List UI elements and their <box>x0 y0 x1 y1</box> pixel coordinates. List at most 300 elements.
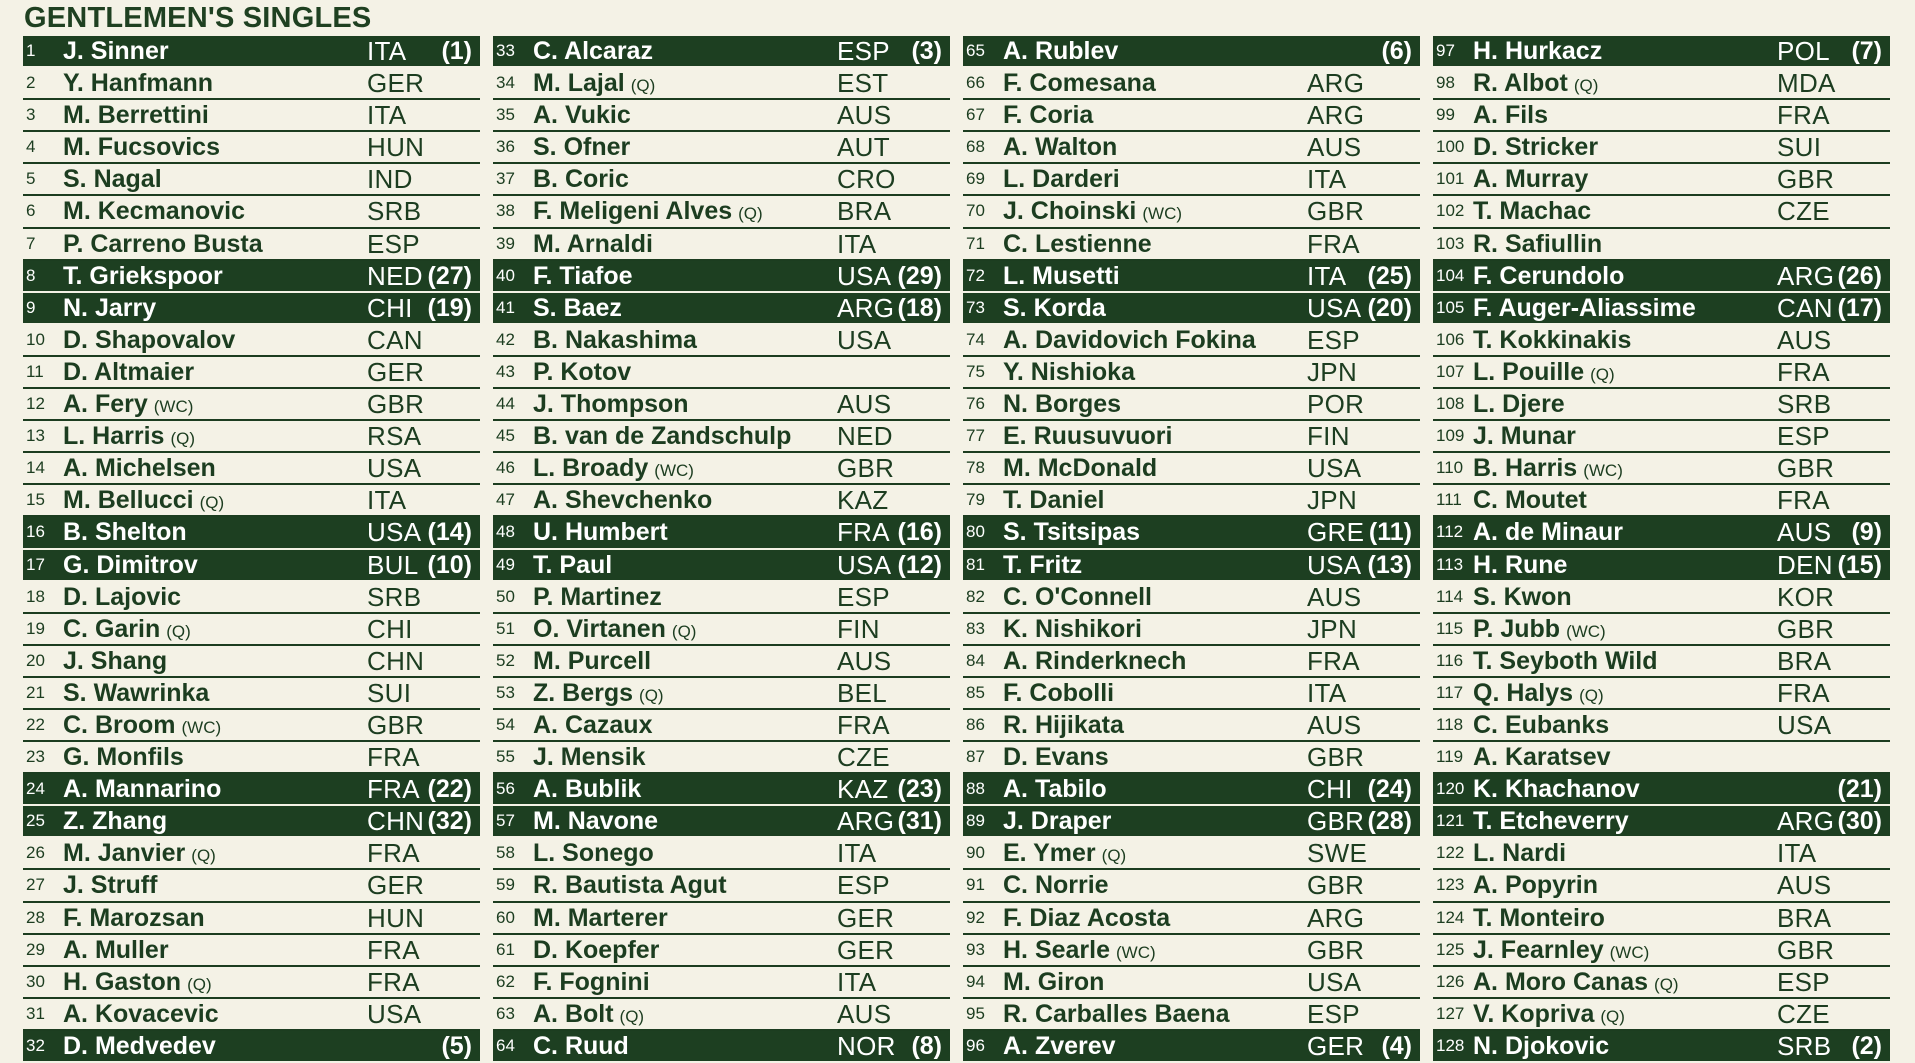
player-row <box>493 903 950 935</box>
player-row <box>1433 742 1890 774</box>
player-country: MDA <box>1777 68 1836 99</box>
player-seed: (29) <box>897 261 942 290</box>
seeded-player-row <box>23 261 480 293</box>
draw-position: 96 <box>966 1035 985 1055</box>
player-cell <box>533 453 694 486</box>
seeded-player-row <box>963 293 1420 325</box>
player-row <box>23 903 480 935</box>
player-cell <box>63 229 263 259</box>
player-country: AUS <box>1307 581 1362 612</box>
player-cell <box>1473 132 1598 162</box>
draw-position: 78 <box>966 458 985 478</box>
player-name: F. Fognini <box>533 967 650 996</box>
player-country: ESP <box>1777 966 1830 997</box>
seeded-player-row <box>493 806 950 838</box>
draw-position: 91 <box>966 875 985 895</box>
player-row <box>493 132 950 164</box>
player-country: AUS <box>1777 870 1832 901</box>
player-country: USA <box>1307 549 1362 580</box>
seeded-player-row <box>1433 806 1890 838</box>
player-cell <box>1003 261 1120 291</box>
player-cell <box>63 774 221 804</box>
player-name: B. Coric <box>533 165 629 194</box>
player-name: C. Garin <box>63 614 161 643</box>
player-country: SRB <box>367 196 422 227</box>
player-country: BRA <box>1777 645 1832 676</box>
player-name: R. Bautista Agut <box>533 871 727 900</box>
draw-position: 25 <box>26 811 45 831</box>
player-country: FRA <box>367 934 420 965</box>
player-name: K. Khachanov <box>1473 775 1640 804</box>
player-country: AUS <box>837 100 892 131</box>
draw-position: 21 <box>26 682 45 702</box>
player-name: Z. Zhang <box>63 807 168 836</box>
player-row <box>493 453 950 485</box>
player-cell <box>1473 903 1605 933</box>
player-country: ITA <box>367 485 407 516</box>
player-country: ESP <box>837 581 890 612</box>
player-seed: (15) <box>1837 550 1882 579</box>
draw-position: 7 <box>26 233 36 253</box>
entry-status: (Q) <box>1101 846 1127 866</box>
player-country: CHI <box>1307 774 1353 805</box>
draw-position: 100 <box>1436 137 1465 157</box>
entry-status: (WC) <box>1583 461 1623 481</box>
entry-status: (Q) <box>170 429 195 449</box>
player-country: ITA <box>1307 164 1347 195</box>
draw-position: 127 <box>1436 1003 1465 1023</box>
draw-position: 88 <box>966 779 985 799</box>
player-name: A. Murray <box>1473 165 1589 194</box>
player-cell <box>533 1031 629 1061</box>
draw-position: 23 <box>26 747 45 767</box>
player-country: SUI <box>1777 132 1822 163</box>
player-country: ARG <box>1307 100 1365 131</box>
draw-position: 104 <box>1436 265 1465 285</box>
player-country: FIN <box>837 613 880 644</box>
draw-position: 11 <box>26 361 44 381</box>
player-country: BRA <box>1777 902 1832 933</box>
player-country: FRA <box>367 838 420 869</box>
entry-status: (Q) <box>166 621 191 641</box>
player-name: C. Lestienne <box>1003 229 1152 258</box>
player-cell <box>1003 614 1142 644</box>
player-cell <box>1473 36 1602 66</box>
player-country: AUS <box>837 389 892 420</box>
player-country: BRA <box>837 196 892 227</box>
player-row <box>1433 485 1890 517</box>
player-cell <box>1003 421 1172 451</box>
draw-position: 87 <box>966 747 985 767</box>
entry-status: (Q) <box>1590 364 1615 384</box>
draw-position: 111 <box>1436 490 1462 510</box>
player-country: AUS <box>837 998 892 1029</box>
player-cell <box>533 935 659 965</box>
player-name: A. Fils <box>1473 101 1549 130</box>
player-name: L. Djere <box>1473 390 1565 419</box>
player-country: FRA <box>367 966 420 997</box>
seeded-player-row <box>963 550 1420 582</box>
player-country: ITA <box>837 838 877 869</box>
player-country: BUL <box>367 549 419 580</box>
player-cell <box>63 68 213 98</box>
player-row <box>23 838 480 870</box>
player-row <box>23 742 480 774</box>
draw-position: 99 <box>1436 105 1455 125</box>
player-cell <box>1473 710 1609 740</box>
player-row <box>963 164 1420 196</box>
player-cell <box>1003 517 1140 547</box>
player-row <box>963 935 1420 967</box>
player-country: USA <box>837 260 892 291</box>
player-row <box>1433 838 1890 870</box>
player-name: S. Wawrinka <box>63 678 210 707</box>
player-row <box>493 999 950 1031</box>
player-name: L. Darderi <box>1003 165 1120 194</box>
player-seed: (23) <box>897 775 942 804</box>
player-row <box>493 742 950 774</box>
player-row <box>963 68 1420 100</box>
player-cell <box>1003 164 1120 194</box>
player-name: B. Shelton <box>63 518 187 547</box>
player-row <box>1433 614 1890 646</box>
player-row <box>493 325 950 357</box>
player-country: GBR <box>1307 934 1365 965</box>
seeded-player-row <box>23 36 480 68</box>
player-cell <box>1473 421 1576 451</box>
player-name: P. Martinez <box>533 582 662 611</box>
player-country: USA <box>1307 966 1362 997</box>
player-seed: (5) <box>441 1031 472 1060</box>
player-row <box>963 646 1420 678</box>
player-name: A. Michelsen <box>63 454 216 483</box>
player-cell <box>1003 293 1106 323</box>
player-country: CHI <box>367 292 413 323</box>
draw-position: 112 <box>1436 522 1464 542</box>
player-name: C. Moutet <box>1473 486 1587 515</box>
player-cell <box>1003 967 1104 997</box>
player-row <box>963 389 1420 421</box>
draw-position: 15 <box>26 490 45 510</box>
player-row <box>23 646 480 678</box>
player-country: ESP <box>837 36 890 66</box>
player-country: AUS <box>1307 709 1362 740</box>
player-cell <box>1003 935 1156 968</box>
draw-position: 84 <box>966 650 985 670</box>
player-row <box>963 132 1420 164</box>
entry-status: (Q) <box>1579 685 1604 705</box>
draw-position: 3 <box>26 105 36 125</box>
player-cell <box>63 485 224 518</box>
player-row <box>23 164 480 196</box>
player-name: L. Harris <box>63 422 165 451</box>
draw-position: 123 <box>1436 875 1465 895</box>
player-country: KAZ <box>837 485 889 516</box>
draw-position: 8 <box>26 265 36 285</box>
player-country: SRB <box>1777 1030 1832 1061</box>
draw-position: 117 <box>1436 682 1464 702</box>
seeded-player-row <box>963 261 1420 293</box>
player-row <box>23 485 480 517</box>
player-name: A. Muller <box>63 935 169 964</box>
player-country: GER <box>367 68 425 99</box>
player-name: S. Tsitsipas <box>1003 518 1141 547</box>
draw-position: 6 <box>26 201 36 221</box>
player-name: F. Auger-Aliassime <box>1473 293 1696 322</box>
player-cell <box>1003 774 1107 804</box>
draw-position: 103 <box>1436 233 1465 253</box>
player-name: E. Ruusuvuori <box>1003 422 1173 451</box>
player-cell <box>1473 935 1649 968</box>
player-name: T. Kokkinakis <box>1473 325 1632 354</box>
player-row <box>23 132 480 164</box>
player-name: N. Djokovic <box>1473 1031 1610 1060</box>
player-row <box>1433 453 1890 485</box>
player-row <box>963 357 1420 389</box>
player-name: J. Shang <box>63 646 168 675</box>
player-seed: (19) <box>427 293 472 322</box>
player-name: V. Kopriva <box>1473 999 1595 1028</box>
player-seed: (8) <box>911 1031 942 1060</box>
player-cell <box>63 614 191 647</box>
player-row <box>23 870 480 902</box>
player-country: RSA <box>367 421 422 452</box>
player-name: J. Draper <box>1003 807 1112 836</box>
player-country: SUI <box>367 677 412 708</box>
player-name: C. O'Connell <box>1003 582 1152 611</box>
player-row <box>963 838 1420 870</box>
seeded-player-row <box>1433 293 1890 325</box>
player-name: J. Choinski <box>1003 197 1137 226</box>
draw-position: 61 <box>496 939 515 959</box>
draw-position: 64 <box>496 1035 515 1055</box>
player-name: D. Stricker <box>1473 133 1599 162</box>
seeded-player-row <box>493 36 950 68</box>
draw-position: 1 <box>26 41 36 60</box>
draw-column-3 <box>963 36 1420 1063</box>
player-name: C. Ruud <box>533 1031 629 1060</box>
player-name: N. Borges <box>1003 390 1122 419</box>
player-cell <box>63 582 181 612</box>
draw-position: 125 <box>1436 939 1465 959</box>
player-cell <box>533 550 612 580</box>
player-row <box>1433 164 1890 196</box>
player-country: SRB <box>1777 389 1832 420</box>
player-country: AUS <box>1777 517 1832 548</box>
player-country: GER <box>837 902 895 933</box>
player-cell <box>533 646 651 676</box>
player-country: ITA <box>1307 260 1347 291</box>
player-row <box>23 582 480 614</box>
player-country: HUN <box>367 132 425 163</box>
player-row <box>23 100 480 132</box>
player-name: S. Ofner <box>533 133 631 162</box>
player-name: H. Gaston <box>63 967 182 996</box>
player-seed: (26) <box>1837 261 1882 290</box>
player-row <box>493 582 950 614</box>
player-name: L. Sonego <box>533 839 654 868</box>
player-seed: (9) <box>1851 518 1882 547</box>
player-row <box>1433 421 1890 453</box>
draw-position: 58 <box>496 843 515 863</box>
player-cell <box>533 999 644 1032</box>
draw-position: 70 <box>966 201 985 221</box>
seeded-player-row <box>23 1031 480 1063</box>
player-country: GBR <box>1307 806 1365 837</box>
player-country: SRB <box>367 581 422 612</box>
player-row <box>23 421 480 453</box>
player-country: FRA <box>1777 485 1830 516</box>
player-country: ARG <box>837 806 895 837</box>
player-row <box>23 357 480 389</box>
seeded-player-row <box>493 517 950 549</box>
entry-status: (Q) <box>1654 974 1679 994</box>
player-row <box>963 614 1420 646</box>
player-country: FRA <box>367 774 420 805</box>
draw-position: 34 <box>496 73 515 93</box>
player-cell <box>533 485 712 515</box>
player-row <box>23 614 480 646</box>
draw-position: 102 <box>1436 201 1465 221</box>
draw-position: 49 <box>496 554 515 574</box>
player-country: CHN <box>367 645 425 676</box>
draw-position: 44 <box>496 394 515 414</box>
player-row <box>493 935 950 967</box>
player-name: D. Shapovalov <box>63 325 236 354</box>
entry-status: (WC) <box>153 397 194 417</box>
draw-position: 67 <box>966 105 985 125</box>
player-name: D. Lajovic <box>63 582 182 611</box>
player-name: A. Karatsev <box>1473 743 1611 772</box>
player-name: F. Marozsan <box>63 903 205 932</box>
draw-position: 41 <box>496 297 515 317</box>
player-country: JPN <box>1307 485 1358 516</box>
player-cell <box>1473 325 1631 355</box>
player-country: JPN <box>1307 613 1358 644</box>
draw-position: 39 <box>496 233 515 253</box>
player-country: FRA <box>837 709 890 740</box>
player-country: CAN <box>367 324 423 355</box>
player-name: S. Korda <box>1003 293 1106 322</box>
player-cell <box>63 325 235 355</box>
entry-status: (Q) <box>639 685 664 705</box>
entry-status: (WC) <box>654 461 694 481</box>
entry-status: (Q) <box>671 621 697 641</box>
player-row <box>493 100 950 132</box>
draw-position: 71 <box>966 233 985 253</box>
draw-position: 22 <box>26 714 45 734</box>
player-name: J. Munar <box>1473 422 1576 451</box>
player-row <box>493 646 950 678</box>
draw-position: 81 <box>966 554 985 574</box>
player-country: KOR <box>1777 581 1835 612</box>
player-name: J. Thompson <box>533 390 689 419</box>
player-cell <box>63 838 216 871</box>
player-row <box>963 582 1420 614</box>
player-name: P. Kotov <box>533 357 632 386</box>
player-name: T. Fritz <box>1003 550 1083 579</box>
player-country: CRO <box>837 164 896 195</box>
draw-position: 36 <box>496 137 515 157</box>
player-country: GER <box>1307 1030 1365 1061</box>
player-row <box>963 999 1420 1031</box>
draw-position: 110 <box>1436 458 1464 478</box>
draw-position: 60 <box>496 907 515 927</box>
player-seed: (7) <box>1851 37 1882 65</box>
entry-status: (WC) <box>1566 621 1606 641</box>
player-cell <box>1473 870 1598 900</box>
player-row <box>493 229 950 261</box>
player-cell <box>63 100 209 130</box>
player-country: FRA <box>837 517 890 548</box>
seeded-player-row <box>1433 550 1890 582</box>
player-country: ITA <box>367 100 407 131</box>
player-country: GBR <box>1777 164 1835 195</box>
draw-position: 124 <box>1436 907 1465 927</box>
player-cell <box>63 550 198 580</box>
player-country: ESP <box>1307 324 1360 355</box>
player-name: A. de Minaur <box>1473 518 1624 547</box>
player-cell <box>533 196 763 229</box>
draw-position: 20 <box>26 650 45 670</box>
draw-position: 68 <box>966 137 985 157</box>
seeded-player-row <box>963 517 1420 549</box>
draw-position: 56 <box>496 779 515 799</box>
player-name: Q. Halys <box>1473 678 1574 707</box>
draw-position: 83 <box>966 618 985 638</box>
draw-position: 24 <box>26 779 45 799</box>
player-name: S. Baez <box>533 293 622 322</box>
player-name: S. Kwon <box>1473 582 1572 611</box>
player-name: F. Coria <box>1003 101 1094 130</box>
draw-position: 93 <box>966 939 985 959</box>
entry-status: (WC) <box>1116 942 1156 962</box>
player-row <box>963 100 1420 132</box>
player-country: GBR <box>1307 742 1365 773</box>
player-cell <box>1003 1031 1116 1061</box>
player-cell <box>533 229 653 259</box>
player-country: IND <box>367 164 413 195</box>
player-country: AUS <box>1777 324 1832 355</box>
player-row <box>963 710 1420 742</box>
draw-position: 114 <box>1436 586 1464 606</box>
player-cell <box>533 903 668 933</box>
player-cell <box>1473 293 1696 323</box>
player-country: FRA <box>367 742 420 773</box>
player-name: B. Harris <box>1473 454 1578 483</box>
player-row <box>1433 229 1890 261</box>
player-name: R. Hijikata <box>1003 710 1124 739</box>
player-row <box>1433 967 1890 999</box>
draw-position: 118 <box>1436 714 1464 734</box>
seeded-player-row <box>1433 1031 1890 1063</box>
player-name: M. McDonald <box>1003 454 1158 483</box>
player-country: EST <box>837 68 889 99</box>
player-name: F. Meligeni Alves <box>533 197 733 226</box>
player-country: CZE <box>1777 998 1830 1029</box>
player-name: L. Nardi <box>1473 839 1567 868</box>
player-name: K. Nishikori <box>1003 614 1142 643</box>
player-row <box>493 678 950 710</box>
draw-position: 51 <box>496 618 515 638</box>
player-cell <box>1003 325 1256 355</box>
draw-position: 73 <box>966 297 985 317</box>
player-name: A. Kovacevic <box>63 999 219 1028</box>
player-country: GBR <box>1777 613 1835 644</box>
draw-position: 47 <box>496 490 515 510</box>
draw-position: 57 <box>496 811 515 831</box>
player-cell <box>533 132 630 162</box>
